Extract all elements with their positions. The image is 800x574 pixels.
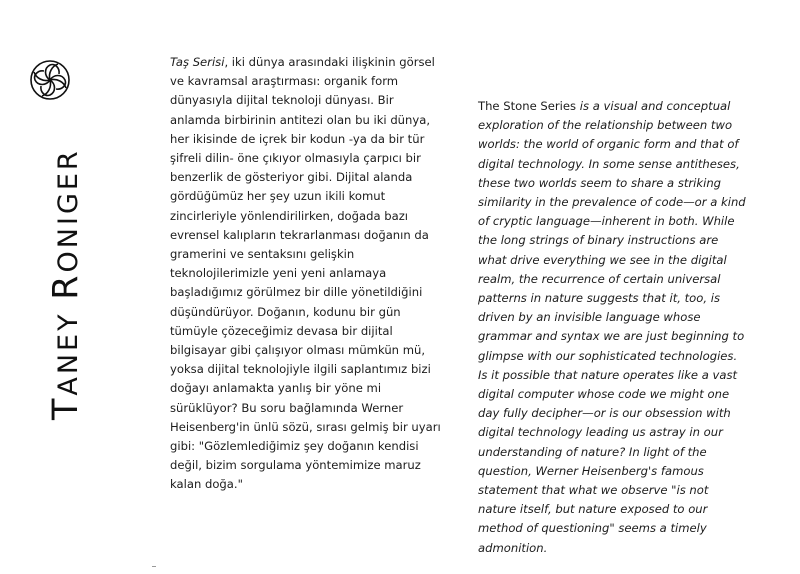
english-text-line: driven by an invisible language whose — [478, 310, 701, 325]
turkish-text-line: ve kavramsal araştırması: organik form — [170, 74, 399, 89]
english-text-line: digital computer whose code we might one — [478, 387, 730, 402]
english-text-line: exploration of the relationship between two — [478, 118, 733, 133]
turkish-text-line: doğayı anlamakta yanlış bir yöne mi — [170, 381, 382, 396]
author-last-initial: R — [46, 272, 86, 300]
author-first-initial: T — [46, 395, 86, 420]
spiral-logo-icon — [28, 58, 72, 102]
english-text-line: statement that what we observe "is not — [478, 483, 709, 498]
turkish-text-line: başladığımız görülmez bir dille yönetildiğini — [170, 285, 423, 300]
english-first-line — [478, 97, 778, 116]
author-name — [46, 148, 86, 420]
turkish-text-line: her ikisinde de içrek bir kodun -ya da bir tür — [170, 131, 425, 146]
english-text-line: grammar and syntax we are just beginning to — [478, 329, 745, 344]
english-text-line: similarity in the prevalence of code—or a kind — [478, 195, 746, 210]
english-paragraph — [478, 116, 778, 558]
english-text-line: the long strings of binary instructions are — [478, 233, 719, 248]
english-text-line: understanding of nature? In light of the — [478, 444, 707, 459]
turkish-first-line — [170, 53, 440, 72]
turkish-series-title: Taş Serisi — [170, 55, 225, 69]
english-text-line: glimpse with our sophisticated technologies. — [478, 348, 738, 363]
english-text-line: worlds: the world of organic form and that of — [478, 137, 739, 152]
english-text-line: of cryptic language—inherent in both. While — [478, 214, 735, 229]
turkish-text-line: düşündürüyor. Doğanın, kodunu bir gün — [170, 304, 401, 319]
turkish-paragraph — [170, 72, 440, 494]
turkish-text-line: gördüğümüz her şey uzun ikili komut — [170, 189, 386, 204]
english-text-line: patterns in nature suggests that it, too, is — [478, 291, 720, 306]
english-series-title: The Stone Series — [478, 99, 577, 113]
english-text-line: these two worlds seem to share a striking — [478, 175, 722, 190]
turkish-text-line: şifreli dilin- öne çıkıyor olmasıyla çarpıcı bir — [170, 151, 421, 166]
english-text-line: what drive everything we see in the digital — [478, 252, 727, 267]
turkish-first-line-rest: , iki dünya arasındaki ilişkinin görsel — [224, 55, 435, 69]
turkish-text-line: sürüklüyor? Bu soru bağlamında Werner — [170, 400, 404, 415]
turkish-text-line: anlamda birbirinin antitezi olan bu iki dünya, — [170, 112, 431, 127]
english-text-line: day fully decipher—or is our obsession with — [478, 406, 731, 421]
turkish-text-line: gibi: "Gözlemlediğimiz şey doğanın kendisi — [170, 439, 419, 454]
turkish-text-line: benzerlik de gösteriyor gibi. Dijital alanda — [170, 170, 413, 185]
turkish-text-line: zincirleriyle yönlendirilirken, doğada bazı — [170, 208, 409, 223]
english-text-line: admonition. — [478, 540, 548, 555]
turkish-text-line: tümüyle çözeceğimiz devasa bir dijital — [170, 323, 393, 338]
turkish-text-line: teknolojilerimizle yeni yeni anlamaya — [170, 266, 387, 281]
turkish-text-line: yoksa dijital teknolojiyle ilgili saplantımız bizi — [170, 362, 431, 377]
english-text-line: nature itself, but nature exposed to our — [478, 502, 708, 517]
english-text-line: digital technology. In some sense antitheses, — [478, 156, 740, 171]
english-text-column — [478, 97, 778, 558]
author-first-rest: ANEY — [53, 299, 84, 396]
print-mark — [152, 566, 156, 567]
turkish-text-line: bilgisayar gibi çalışıyor olması mümkün mü, — [170, 343, 426, 358]
turkish-text-column — [170, 53, 440, 495]
turkish-text-line: Heisenberg'in ünlü sözü, sırası gelmiş bir uyarı — [170, 419, 441, 434]
turkish-text-line: dünyasıyla dijital teknoloji dünyası. Bir — [170, 93, 394, 108]
turkish-text-line: gramerini ve sentaksını gelişkin — [170, 247, 355, 262]
english-text-line: question, Werner Heisenberg's famous — [478, 463, 704, 478]
english-first-line-rest: is a visual and conceptual — [576, 99, 731, 113]
english-text-line: method of questioning" seems a timely — [478, 521, 707, 536]
english-text-line: digital technology leading us astray in our — [478, 425, 723, 440]
turkish-text-line: kalan doğa." — [170, 477, 243, 492]
english-text-line: realm, the recurrence of certain universal — [478, 271, 721, 286]
author-last-rest: ONIGER — [53, 148, 84, 273]
english-text-line: Is it possible that nature operates like a vast — [478, 367, 738, 382]
turkish-text-line: evrensel kalıpların tekrarlanması doğanın da — [170, 227, 429, 242]
turkish-text-line: değil, bizim sorgulama yöntemimize maruz — [170, 458, 421, 473]
